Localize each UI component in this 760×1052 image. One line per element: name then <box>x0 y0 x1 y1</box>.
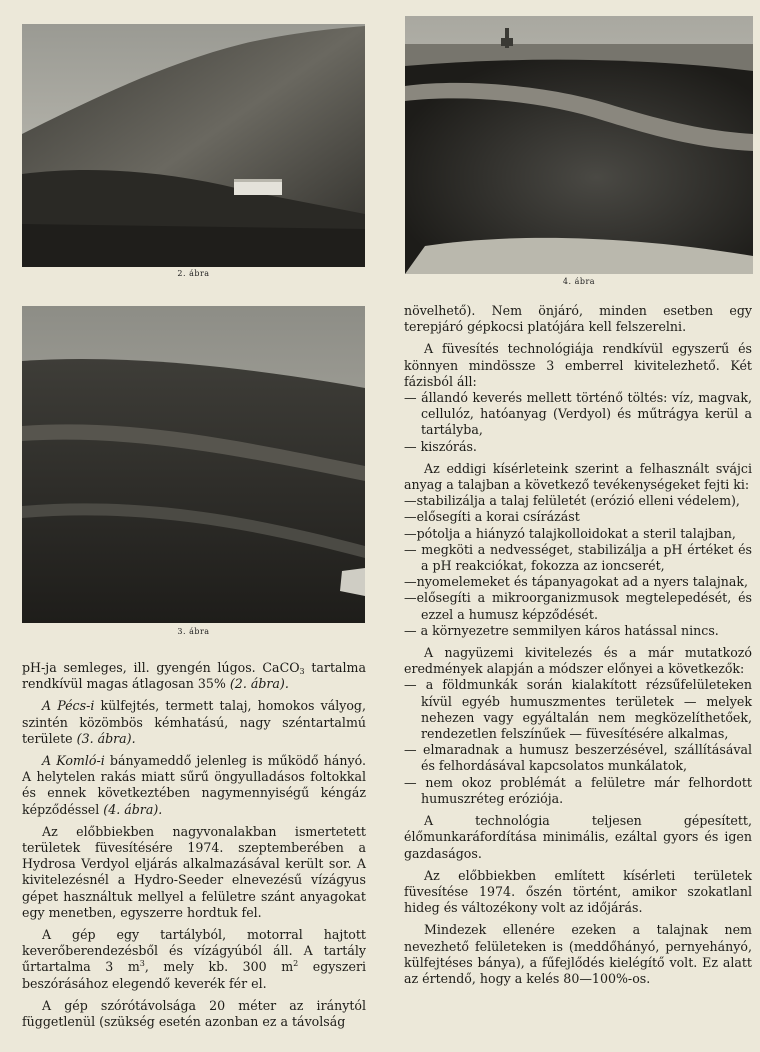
list-item: —pótolja a hiányzó talajkolloidokat a steril talajban, <box>404 525 736 541</box>
list-item: — elmaradnak a humusz beszerzésével, szállításával és felhordásával kapcsolatos munkálatok, <box>404 742 752 774</box>
left-column <box>22 660 366 1030</box>
figure-2-caption: 2. ábra <box>177 269 210 278</box>
list-item: —elősegíti a mikroorganizmusok megtelepedését, és ezzel a humusz képződését. <box>404 590 752 622</box>
list-item: — megköti a nedvességet, stabilizálja a pH értéket és a pH reakciókat, fokozza az ioncserét, <box>404 541 752 574</box>
list-item: —stabilizálja a talaj felületét (erózió elleni védelem), <box>404 493 740 509</box>
paragraph: A technológia teljesen gépesített, élőmunkaráfordítása minimális, ezáltal gyors és igen gazdaságos. <box>404 813 752 861</box>
paragraph: pH-ja semleges, ill. gyengén lúgos. CaCO$_3$ tartalma rendkívül magas átlagosan 35% (2. ábra). <box>22 660 366 692</box>
list-item: — a földmunkák során kialakított rézsűfelületeken kívül egyéb humuszmentes területek — melyek nehezen vagy egyáltalán nem megközelíthetőek, rendezetlen felszínűek — füvesítésére alkalmas, <box>404 677 752 742</box>
figure-4-caption: 4. ábra <box>562 277 596 286</box>
list-item: — a környezetre semmilyen káros hatással nincs. <box>404 622 719 638</box>
figure-3-caption: 3. ábra <box>177 627 210 636</box>
paragraph: A füvesítés technológiája rendkívül egyszerű és könnyen mindössze 3 emberrel kivitelezhető. Két fázisból áll: <box>404 341 752 389</box>
paragraph: A gép szórótávolsága 20 méter az iránytól függetlenül (szükség esetén azonban ez a távolság <box>22 997 366 1030</box>
phase-list <box>404 390 752 455</box>
paragraph: Az előbbiekben nagyvonalakban ismertetett területek füvesítésére 1974. szeptemberében a Hydrosa Verdyol eljárás alkalmazásával került sor. A kivitelezésnél a Hydro-Seeder elnevezésű vízágyus gépet használtuk mellyel a felületre szánt anyagokat egy menetben, egyszerre hordtuk fel. <box>22 823 366 920</box>
paragraph: Az előbbiekben említett kísérleti területek füvesítése 1974. őszén történt, amikor szokatlanl hideg és változékony volt az időjárás. <box>404 867 752 916</box>
effects-list <box>404 493 752 639</box>
paragraph: Az eddigi kísérleteink szerint a felhasznált svájci anyag a talajban a következő tevékenységeket fejti ki: <box>404 460 752 493</box>
paragraph: Mindezek ellenére ezeken a talajnak nem nevezhető felületeken is (meddőhányó, pernyehányó, külfejtéses bánya), a fűfejlődés kielégítő volt. Ez alatt az értendő, hogy a kelés 80—100%-os. <box>404 922 752 986</box>
right-column <box>404 303 752 987</box>
paragraph: növelhető). Nem önjáró, minden esetben egy terepjáró gépkocsi platójára kell felszerelni. <box>404 303 752 335</box>
paragraph: A gép egy tartályból, motorral hajtott keverőberendezésből és vízágyúból áll. A tartály űrtartalma 3 $m^3$, mely kb. 300 $m^2$ egyszeri beszórásához elegendő keverék fér el. <box>22 927 366 991</box>
list-item: —nyomelemeket és tápanyagokat ad a nyers talajnak, <box>404 574 748 590</box>
paragraph: A nagyüzemi kivitelezés és a már mutatkozó eredmények alapján a módszer előnyei a következők: <box>404 645 752 677</box>
list-item: — állandó keverés mellett történő töltés: víz, magvak, cellulóz, hatóanyag (Verdyol) és műtrágya kerül a tartályba, <box>404 390 752 438</box>
figure-4-photo <box>405 16 753 274</box>
advantages-list <box>404 677 752 807</box>
list-item: — kiszórás. <box>404 438 477 454</box>
figure-3-photo <box>22 306 365 623</box>
paragraph: A Pécs-i külfejtés, termett talaj, homokos vályog, szintén közömbös kémhatású, nagy széntartalmú területe (3. ábra). <box>22 698 366 746</box>
paragraph: A Komló-i bányameddő jelenleg is működő hányó. A helytelen rakás miatt sűrű öngyulladásos foltokkal és ennek következtében nagymennyiségű kéngáz képződéssel (4. ábra). <box>22 753 366 817</box>
figure-2-photo <box>22 24 365 267</box>
list-item: — nem okoz problémát a felületre már felhordott humuszréteg eróziója. <box>404 774 752 806</box>
list-item: —elősegíti a korai csírázást <box>404 509 580 525</box>
